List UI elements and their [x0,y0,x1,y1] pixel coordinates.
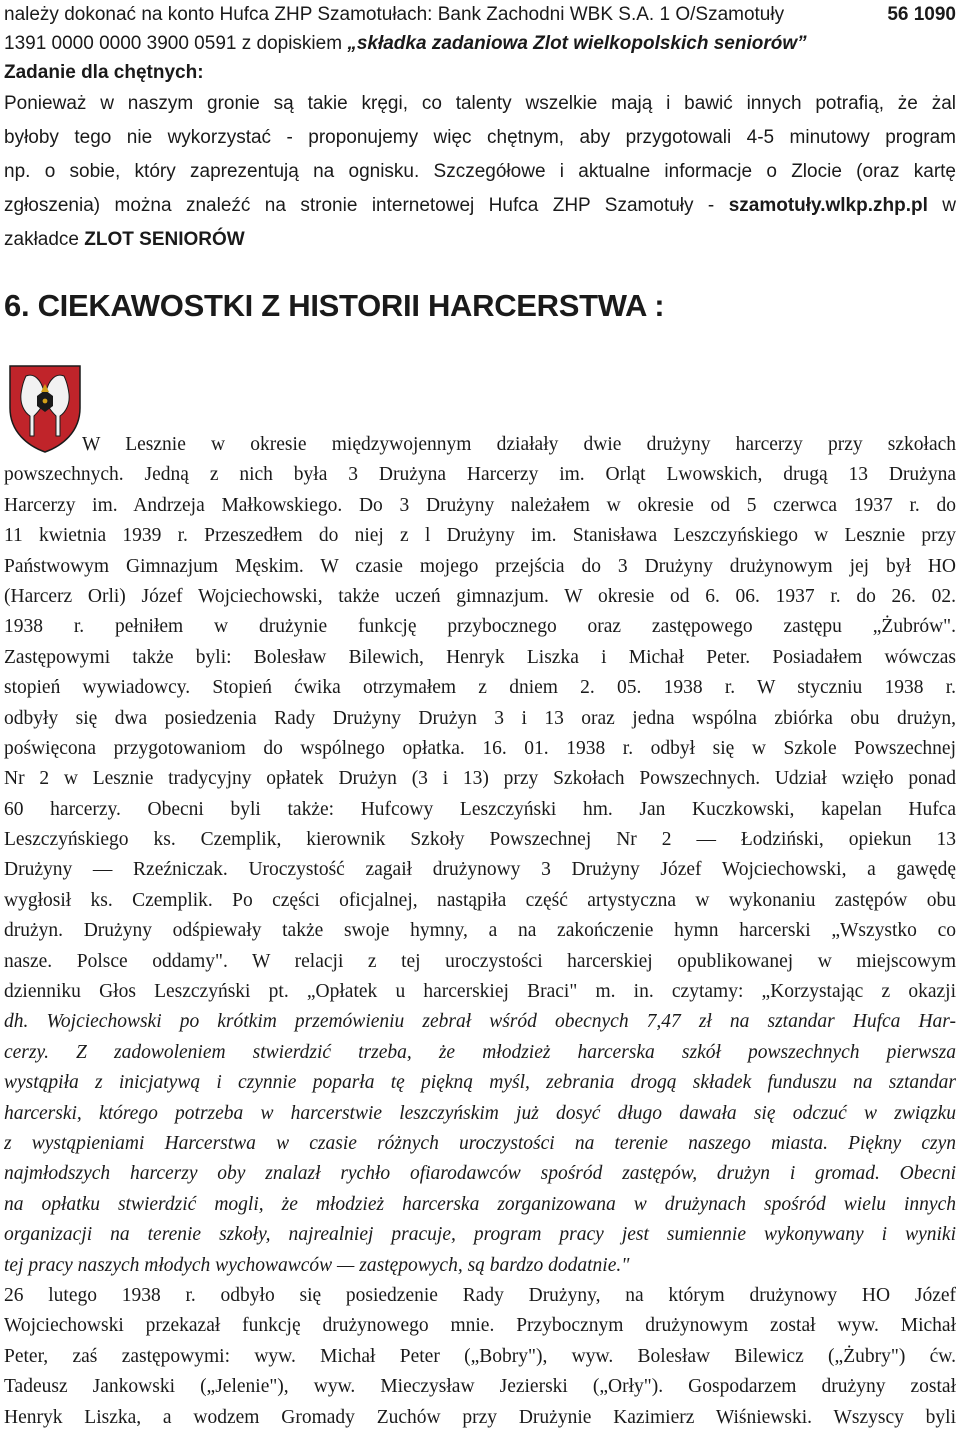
task-line-1: Ponieważ w naszym gronie są takie kręgi, co talenty wszelkie mają i bawić innych potrafią, że żal [4,93,956,114]
task-heading: Zadanie dla chętnych: [4,62,204,83]
website-intro: zgłoszenia) można znaleźć na stronie internetowej Hufca ZHP Szamotuły - [4,195,729,216]
website-suffix: w [927,195,956,216]
quote-line: najmłodszych harcerzy oby znalazł rychło ofiarodawców spośród zastępów, drużyn i gromad. Obecni [4,1163,956,1185]
text-line: Tadeusz Jankowski („Jelenie"), wyw. Mieczysław Jezierski („Orły"). Gospodarzem drużyny został [4,1376,956,1398]
account-number-start: 56 1090 [887,4,956,25]
task-line-5 [4,223,956,257]
bank-line [4,0,956,29]
transfer-title: „składka zadaniowa Zlot wielkopolskich seniorów” [347,33,807,54]
text-line: 60 harcerzy. Obecni byli także: Hufcowy Leszczyński hm. Jan Kuczkowski, kapelan Hufca [4,798,956,820]
quote-line: cerzy. Z zadowoleniem stwierdzić trzeba, że młodzież harcerska szkół powszechnych pierwsza [4,1041,956,1063]
website-link[interactable]: szamotuły.wlkp.zhp.pl [728,195,928,216]
text-line: 26 lutego 1938 r. odbyło się posiedzenie Rady Drużyny, na którym drużynowy HO Józef [4,1284,956,1306]
tab-name: ZLOT SENIORÓW [84,229,245,250]
task-line-3: np. o sobie, który zaprezentują na ognisku. Szczegółowe i aktualne informacje o Zlocie (oraz kartę [4,161,956,182]
text-line: 1938 r. pełniłem w drużynie funkcję przybocznego oraz zastępowego zastępu „Żubrów". [4,616,956,638]
text-line: odbyły się dwa posiedzenia Rady Drużyny Drużyn 3 i 13 oraz jedna wspólna zbiórka obu drużyn, [4,707,956,729]
text-line: dzienniku Głos Leszczyński pt. „Opłatek u harcerskiej Braci" m. in. czytamy: „Korzystając z okazji [4,981,956,1003]
tab-intro: zakładce [4,229,85,250]
text-line: Henryk Liszka, a wodzem Gromady Zuchów przy Drużynie Kazimierz Wiśniewski. Wszyscy byli [4,1406,956,1428]
text-line: Wojciechowski przekazał funkcję drużynowego mnie. Przybocznym drużynowym został wyw. Michał [4,1315,956,1337]
bank-text: należy dokonać na konto Hufca ZHP Szamotułach: Bank Zachodni WBK S.A. 1 O/Szamotuły [4,4,785,25]
text-line: poświęcona przygotowaniom do wspólnego opłatka. 16. 01. 1938 r. odbył się w Szkole Powszechnej [4,737,956,759]
account-number-rest: 1391 0000 0000 3900 0591 z dopiskiem [4,33,348,54]
text-line: wygłosił ks. Czemplik. Po części oficjalnej, nastąpiła część artystyczna w wykonaniu zastępów obu [4,889,956,911]
text-line: Peter, zaś zastępowymi: wyw. Michał Peter („Bobry"), wyw. Bolesław Bilewicz („Żubry") ćw. [4,1345,956,1367]
section-heading: 6. CIEKAWOSTKI Z HISTORII HARCERSTWA : [4,288,665,323]
quote-line: harcerski, którego potrzeba w harcerstwie leszczyńskim już dosyć długo dawała się odczuć w związku [4,1102,956,1124]
task-line-2: byłoby tego nie wykorzystać - proponujemy więc chętnym, aby przygotowali 4-5 minutowy program [4,127,956,148]
history-text [4,430,956,1433]
text-line: stopień wywiadowcy. Stopień ćwika otrzymałem z dniem 2. 05. 1938 r. W styczniu 1938 r. [4,677,956,699]
text-line: powszechnych. Jedną z nich była 3 Drużyna Harcerzy im. Orląt Lwowskich, drugą 13 Drużyna [4,464,956,486]
text-line: nasze. Polsce oddamy". W relacji z tej uroczystości harcerskiej opublikowanej w miejscowym [4,950,956,972]
text-line: 11 kwietnia 1939 r. Przeszedłem do niej z l Drużyny im. Stanisława Leszczyńskiego w Lesznie przy [4,525,956,547]
text-line: W Lesznie w okresie międzywojennym działały dwie drużyny harcerzy przy szkołach [82,434,956,455]
text-line: Nr 2 w Lesznie tradycyjny opłatek Drużyn (3 i 13) przy Szkołach Powszechnych. Udział wzięło ponad [4,768,956,790]
text-line: (Harcerz Orli) Józef Wojciechowski, także uczeń gimnazjum. W okresie od 6. 06. 1937 r. do 26. 02. [4,585,956,607]
quote-line: organizacji na terenie szkoły, najrealniej pracuje, program pracy jest sumiennie wykonywany i wyniki [4,1224,956,1246]
text-line: Harcerzy im. Andrzeja Małkowskiego. Do 3 Drużyny należałem w okresie od 5 czerwca 1937 r. do [4,494,956,516]
quote-line: wystąpiła z inicjatywą i czynnie poparła tę piękną myśl, zebrania drogą składek funduszu na sztandar [4,1072,956,1094]
quote-line: z wystąpieniami Harcerstwa w czasie różnych uroczystości na terenie naszego miasta. Piękny czyn [4,1132,956,1154]
text-line: Leszczyńskiego ks. Czemplik, kierownik Szkoły Powszechnej Nr 2 — Łodziński, opiekun 13 [4,829,956,851]
account-line [4,29,956,58]
task-line-4 [4,189,956,223]
text-line: Zastępowymi także byli: Bolesław Bilewich, Henryk Liszka i Michał Peter. Posiadałem wówczas [4,646,956,668]
quote-line: dh. Wojciechowski po krótkim przemówieniu zebrał wśród obecnych 7,47 zł na sztandar Hufca Har- [4,1011,956,1033]
quote-line: tej pracy naszych młodych wychowawców — zastępowych, są bardzo dodatnie." [4,1254,630,1276]
quote-line: na opłatku stwierdzić mogli, że młodzież harcerska zorganizowana w drużynach spośród wielu innych [4,1193,956,1215]
announcement-block [4,0,956,257]
text-line: drużyn. Drużyny odśpiewały także swoje hymny, a na zakończenie hymn harcerski „Wszystko co [4,920,956,942]
text-line: Drużyny — Rzeźniczak. Uroczystość zagaił drużynowy 3 Drużyny Józef Wojciechowski, a gawędę [4,859,956,881]
text-line: Państwowym Gimnazjum Męskim. W czasie mojego przejścia do 3 Drużyny drużynowym jej był HO [4,555,956,577]
